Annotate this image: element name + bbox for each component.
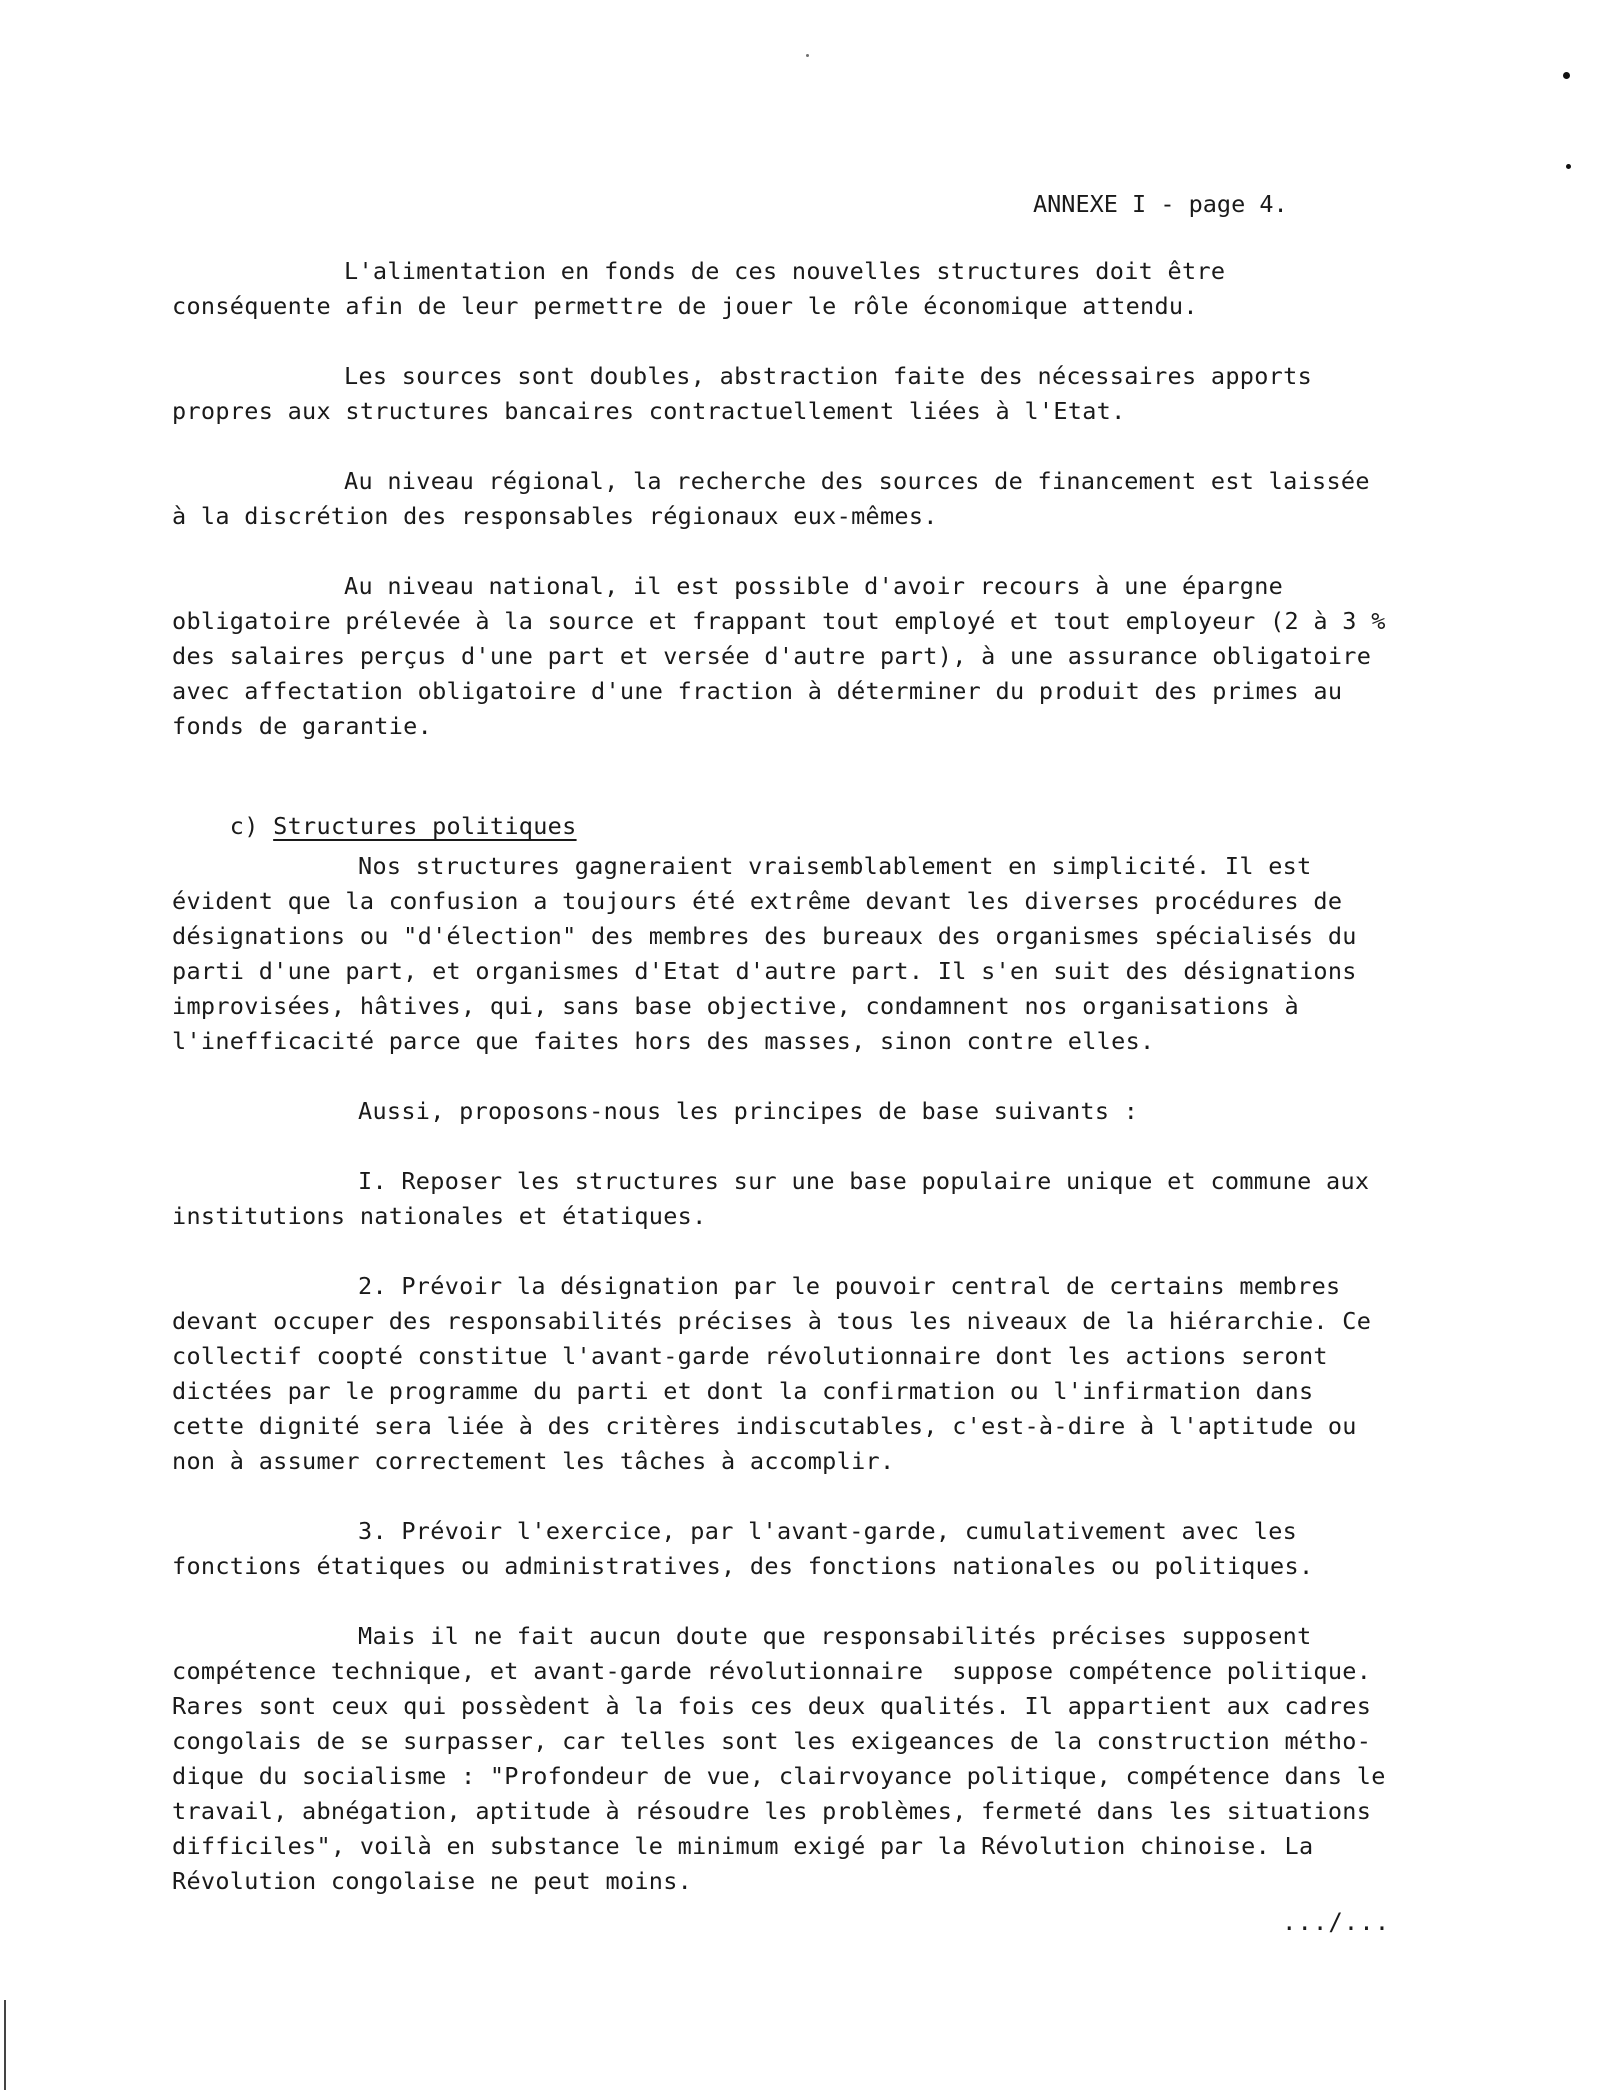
text-line: obligatoire prélevée à la source et frappant tout employé et tout employeur (2 à 3 %	[172, 607, 1386, 635]
text-line: Au niveau régional, la recherche des sources de financement est laissée	[344, 467, 1370, 495]
scan-edge	[4, 2000, 6, 2090]
text-line: désignations ou "d'élection" des membres des bureaux des organismes spécialisés du	[172, 922, 1357, 950]
text-line: Au niveau national, il est possible d'avoir recours à une épargne	[344, 572, 1284, 600]
text-line: parti d'une part, et organismes d'Etat d'autre part. Il s'en suit des désignations	[172, 957, 1357, 985]
continuation-mark: .../...	[1282, 1908, 1391, 1936]
text-line: fonctions étatiques ou administratives, des fonctions nationales ou politiques.	[172, 1552, 1314, 1580]
text-line: L'alimentation en fonds de ces nouvelles structures doit être	[344, 257, 1226, 285]
text-line: difficiles", voilà en substance le minimum exigé par la Révolution chinoise. La	[172, 1832, 1314, 1860]
text-line: Rares sont ceux qui possèdent à la fois ces deux qualités. Il appartient aux cadres	[172, 1692, 1372, 1720]
text-line: Révolution congolaise ne peut moins.	[172, 1867, 693, 1895]
text-line: avec affectation obligatoire d'une fraction à déterminer du produit des primes au	[172, 677, 1343, 705]
text-line: I. Reposer les structures sur une base populaire unique et commune aux	[358, 1167, 1370, 1195]
text-line: l'inefficacité parce que faites hors des masses, sinon contre elles.	[172, 1027, 1155, 1055]
text-line: dictées par le programme du parti et dont la confirmation ou l'infirmation dans	[172, 1377, 1314, 1405]
text-line: devant occuper des responsabilités précises à tous les niveaux de la hiérarchie. Ce	[172, 1307, 1372, 1335]
text-line: Mais il ne fait aucun doute que responsabilités précises supposent	[358, 1622, 1312, 1650]
text-line: compétence technique, et avant-garde révolutionnaire suppose compétence politique.	[172, 1657, 1372, 1685]
text-line: à la discrétion des responsables régionaux eux-mêmes.	[172, 502, 938, 530]
text-line: Nos structures gagneraient vraisemblablement en simplicité. Il est	[358, 852, 1312, 880]
text-line: congolais de se surpasser, car telles sont les exigeances de la construction métho-	[172, 1727, 1372, 1755]
text-line: propres aux structures bancaires contractuellement liées à l'Etat.	[172, 397, 1126, 425]
text-line: Aussi, proposons-nous les principes de base suivants :	[358, 1097, 1139, 1125]
text-line: des salaires perçus d'une part et versée d'autre part), à une assurance obligatoire	[172, 642, 1372, 670]
text-line: collectif coopté constitue l'avant-garde révolutionnaire dont les actions seront	[172, 1342, 1328, 1370]
text-line: conséquente afin de leur permettre de jouer le rôle économique attendu.	[172, 292, 1198, 320]
text-line: non à assumer correctement les tâches à accomplir.	[172, 1447, 895, 1475]
text-line: Les sources sont doubles, abstraction faite des nécessaires apports	[344, 362, 1313, 390]
section-heading-text: Structures politiques	[273, 811, 577, 840]
text-line: 2. Prévoir la désignation par le pouvoir central de certains membres	[358, 1272, 1341, 1300]
scan-speck	[806, 54, 809, 57]
text-line: cette dignité sera liée à des critères indiscutables, c'est-à-dire à l'aptitude ou	[172, 1412, 1357, 1440]
page-header: ANNEXE I - page 4.	[1033, 190, 1288, 218]
text-line: fonds de garantie.	[172, 712, 433, 740]
text-line: évident que la confusion a toujours été extrême devant les diverses procédures de	[172, 887, 1343, 915]
text-line: 3. Prévoir l'exercice, par l'avant-garde, cumulativement avec les	[358, 1517, 1298, 1545]
scan-speck	[1563, 72, 1570, 79]
text-line: travail, abnégation, aptitude à résoudre les problèmes, fermeté dans les situations	[172, 1797, 1372, 1825]
scan-speck	[1566, 164, 1571, 169]
section-heading-prefix: c)	[229, 811, 274, 840]
text-line: dique du socialisme : "Profondeur de vue, clairvoyance politique, compétence dans le	[172, 1762, 1386, 1790]
text-line: improvisées, hâtives, qui, sans base objective, condamnent nos organisations à	[172, 992, 1299, 1020]
text-line: institutions nationales et étatiques.	[172, 1202, 707, 1230]
